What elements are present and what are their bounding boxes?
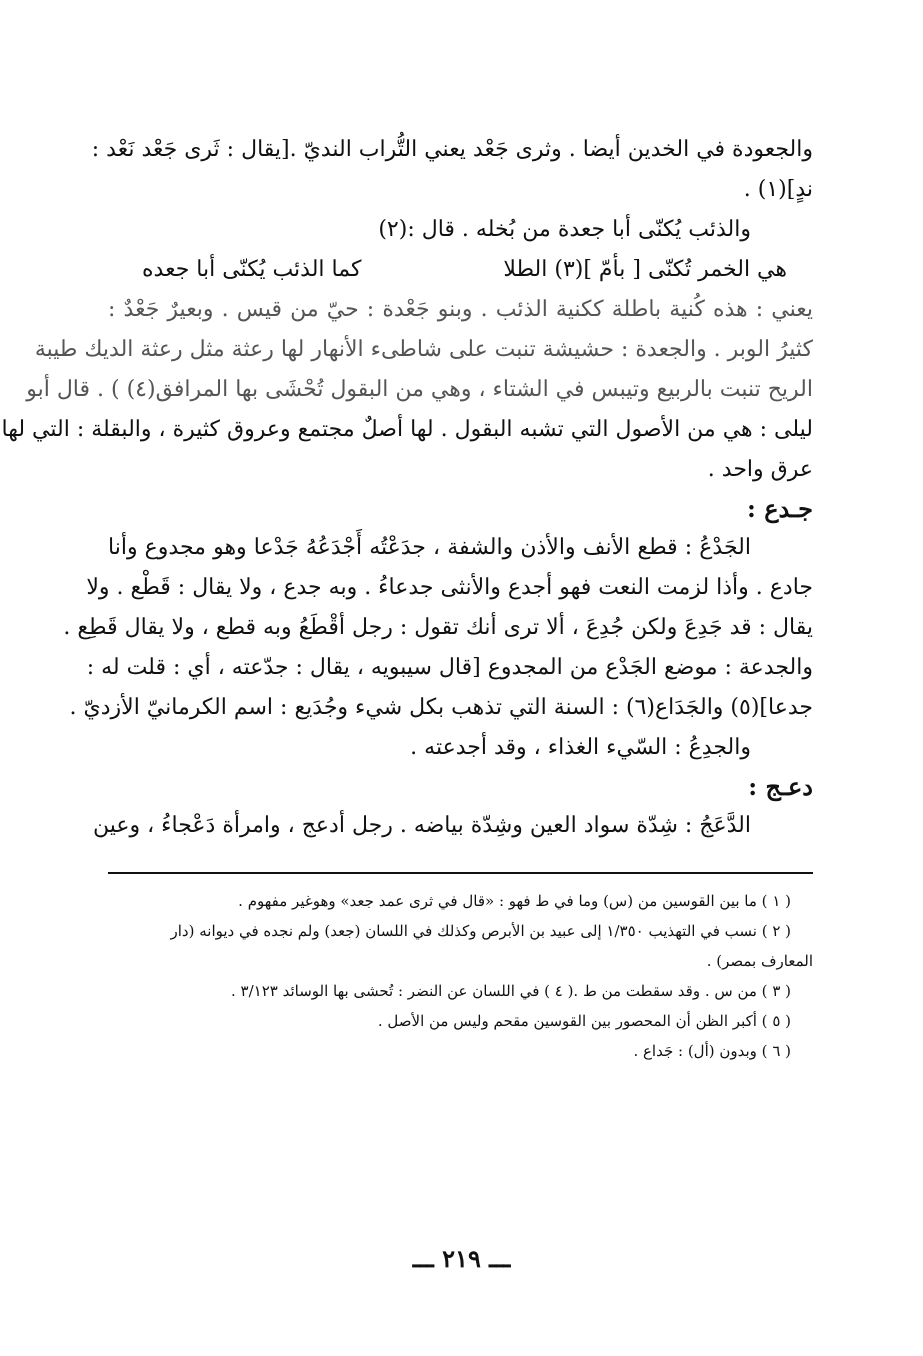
main-text-block: [1, 130, 813, 490]
text-line: عرق واحد .: [707, 457, 813, 482]
text-line: الجَدْعُ : قطع الأنف والأذن والشفة ، جدَعْتُه أَجْدَعُهُ جَدْعا وهو مجدوع وأنا: [108, 535, 751, 560]
footnote-continuation: المعارف بمصر) .: [706, 952, 813, 970]
footnote-divider: [108, 872, 813, 874]
verse-hemistich-left: كما الذئب يُكنّى أبا جعده: [142, 257, 362, 282]
text-line: ليلى : هي من الأصول التي تشبه البقول . لها أصلٌ مجتمع وعروق كثيرة ، والبقلة : التي لها: [1, 417, 813, 442]
text-line: جدعا](٥) والجَدَاع(٦) : السنة التي تذهب بكل شيء وجُدَيع : اسم الكرمانيّ الأزديّ .: [69, 695, 813, 720]
footnote: ( ١ ) ما بين القوسين من (س) وما في ط فهو : «قال في ثرى عمد جعد» وهوغير مفهوم .: [238, 892, 791, 910]
entry-heading: جـدع :: [747, 494, 813, 523]
text-line: يعني : هذه كُنية باطلة ككنية الذئب . وبنو جَعْدة : حيّ من قيس . وبعيرٌ جَعْدٌ :: [108, 297, 813, 322]
text-line: والجدِعُ : السّيء الغذاء ، وقد أجدعته .: [410, 735, 751, 760]
poetry-verse: [108, 250, 813, 290]
text-line: كثيرُ الوبر . والجعدة : حشيشة تنبت على شاطىء الأنهار لها رعثة مثل رعثة الديك طيبة: [34, 337, 813, 362]
entry-jada: [63, 490, 813, 768]
footnote: ( ٦ ) وبدون (أل) : جَداع .: [633, 1042, 791, 1060]
text-line: والذئب يُكنّى أبا جعدة من بُخله . قال :(٢): [378, 217, 751, 242]
verse-hemistich-right: هي الخمر تُكنّى [ بأمّ ](٣) الطلا: [503, 257, 787, 282]
footnote: ( ٣ ) من س . وقد سقطت من ط .( ٤ ) في اللسان عن النضر : تُحشى بها الوسائد ٣/١٢٣ .: [231, 982, 791, 1000]
page-number: ـــ ٢١٩ ـــ: [412, 1244, 511, 1273]
text-line: ندٍ](١) .: [743, 177, 813, 202]
text-line: الريح تنبت بالربيع وتيبس في الشتاء ، وهي من البقول تُحْشَى بها المرافق(٤) ) . قال أبو: [26, 377, 813, 402]
text-line: يقال : قد جَدِعَ ولكن جُدِعَ ، ألا ترى أنك تقول : رجل أقْطَعُ وبه قطع ، ولا يقال قَطِع .: [63, 615, 813, 640]
text-line: الدَّعَجُ : شِدّة سواد العين وشِدّة بياضه . رجل أدعج ، وامرأة دَعْجاءُ ، وعين: [92, 813, 751, 838]
text-line: والجدعة : موضع الجَدْع من المجدوع [قال سيبويه ، يقال : جدّعته ، أي : قلت له :: [86, 655, 813, 680]
text-line: جادع . وأذا لزمت النعت فهو أجدع والأنثى جدعاءُ . وبه جدع ، ولا يقال : قَطْع . ولا: [86, 575, 813, 600]
footnote: ( ٥ ) أكبر الظن أن المحصور بين القوسين مقحم وليس من الأصل .: [377, 1012, 791, 1030]
text-line: والجعودة في الخدين أيضا . وثرى جَعْد يعني التُّراب النديّ .[يقال : ثَرى جَعْد نَعْد :: [91, 137, 813, 162]
entry-heading: دعـج :: [748, 772, 813, 801]
entry-daaj: [92, 768, 813, 846]
footnote: ( ٢ ) نسب في التهذيب ١/٣٥٠ إلى عبيد بن الأبرص وكذلك في اللسان (جعد) ولم نجده في ديوانه (دار: [170, 922, 791, 940]
footnotes: [108, 886, 813, 1066]
